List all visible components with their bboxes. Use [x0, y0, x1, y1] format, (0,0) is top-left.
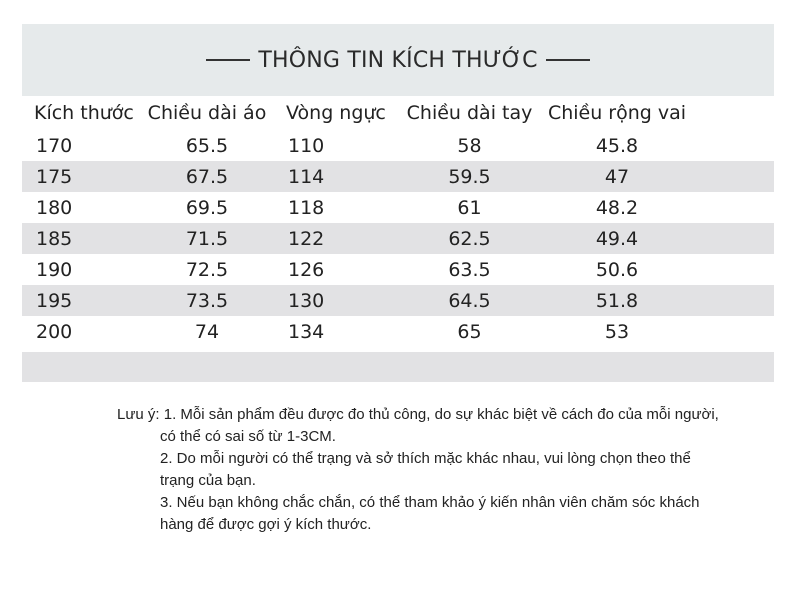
cell-sleeve-length: 65	[457, 320, 482, 343]
note-line: 2. Do mỗi người có thể trạng và sở thích mặc khác nhau, vui lòng chọn theo thể	[160, 450, 691, 467]
column-header-sleeve-length: Chiều dài tay	[397, 96, 542, 130]
cell-size: 185	[22, 223, 132, 254]
cell-shoulder-width: 51.8	[542, 285, 692, 316]
note-line: 3. Nếu bạn không chắc chắn, có thể tham khảo ý kiến nhân viên chăm sóc khách	[160, 494, 700, 511]
cell-shirt-length: 69.5	[185, 196, 229, 219]
table-row	[22, 285, 774, 316]
cell-spacer	[692, 254, 774, 285]
table-row	[22, 254, 774, 285]
cell-sleeve-length: 59.5	[397, 161, 542, 192]
cell-sleeve-length: 61	[457, 196, 482, 219]
table-row	[22, 223, 774, 254]
cell-sleeve-length: 62.5	[397, 223, 542, 254]
cell-spacer	[692, 130, 774, 161]
note-line: trạng của bạn.	[160, 472, 256, 489]
cell-chest: 114	[282, 161, 397, 192]
cell-chest: 110	[288, 134, 325, 157]
cell-size: 190	[36, 258, 73, 281]
cell-shoulder-width: 47	[542, 161, 692, 192]
cell-chest: 134	[288, 320, 325, 343]
cell-size: 200	[36, 320, 73, 343]
page-title	[198, 48, 597, 73]
column-header-spacer	[692, 96, 774, 130]
cell-size: 175	[22, 161, 132, 192]
cell-size: 170	[36, 134, 73, 157]
cell-spacer	[692, 192, 774, 223]
cell-sleeve-length: 58	[457, 134, 482, 157]
column-header-size: Kích thước	[22, 96, 132, 130]
cell-shoulder-width: 48.2	[595, 196, 639, 219]
column-header-chest: Vòng ngực	[282, 96, 397, 130]
table-row	[22, 130, 774, 161]
cell-size: 180	[36, 196, 73, 219]
cell-chest: 122	[282, 223, 397, 254]
table-footer-band	[22, 352, 774, 382]
cell-spacer	[692, 316, 774, 347]
cell-shoulder-width: 49.4	[542, 223, 692, 254]
table-row	[22, 316, 774, 347]
title-right-dash	[546, 59, 590, 61]
cell-chest: 126	[288, 258, 325, 281]
cell-spacer	[692, 285, 774, 316]
cell-shirt-length: 67.5	[132, 161, 282, 192]
cell-shirt-length: 72.5	[185, 258, 229, 281]
note-line: có thể có sai số từ 1-3CM.	[160, 428, 336, 445]
table-header-row	[22, 96, 774, 130]
cell-shirt-length: 65.5	[185, 134, 229, 157]
note-line: hàng để được gợi ý kích thước.	[160, 516, 372, 533]
cell-spacer	[692, 161, 774, 192]
title-banner	[22, 24, 774, 96]
table-row	[22, 161, 774, 192]
column-header-shoulder-width: Chiều rộng vai	[542, 96, 692, 130]
cell-sleeve-length: 64.5	[397, 285, 542, 316]
cell-shoulder-width: 45.8	[595, 134, 639, 157]
cell-chest: 118	[288, 196, 325, 219]
cell-shoulder-width: 50.6	[595, 258, 639, 281]
cell-spacer	[692, 223, 774, 254]
table-row	[22, 192, 774, 223]
cell-shoulder-width: 53	[604, 320, 630, 343]
cell-shirt-length: 71.5	[132, 223, 282, 254]
note-line: Lưu ý: 1. Mỗi sản phẩm đều được đo thủ công, do sự khác biệt về cách đo của mỗi người,	[117, 406, 719, 423]
size-notes	[117, 404, 767, 536]
title-left-dash	[206, 59, 250, 61]
cell-shirt-length: 73.5	[132, 285, 282, 316]
cell-size: 195	[22, 285, 132, 316]
size-table	[22, 96, 774, 347]
column-header-shirt-length: Chiều dài áo	[132, 96, 282, 130]
page-title-text: THÔNG TIN KÍCH THƯỚC	[258, 47, 538, 73]
cell-chest: 130	[282, 285, 397, 316]
cell-shirt-length: 74	[194, 320, 220, 343]
cell-sleeve-length: 63.5	[448, 258, 491, 281]
